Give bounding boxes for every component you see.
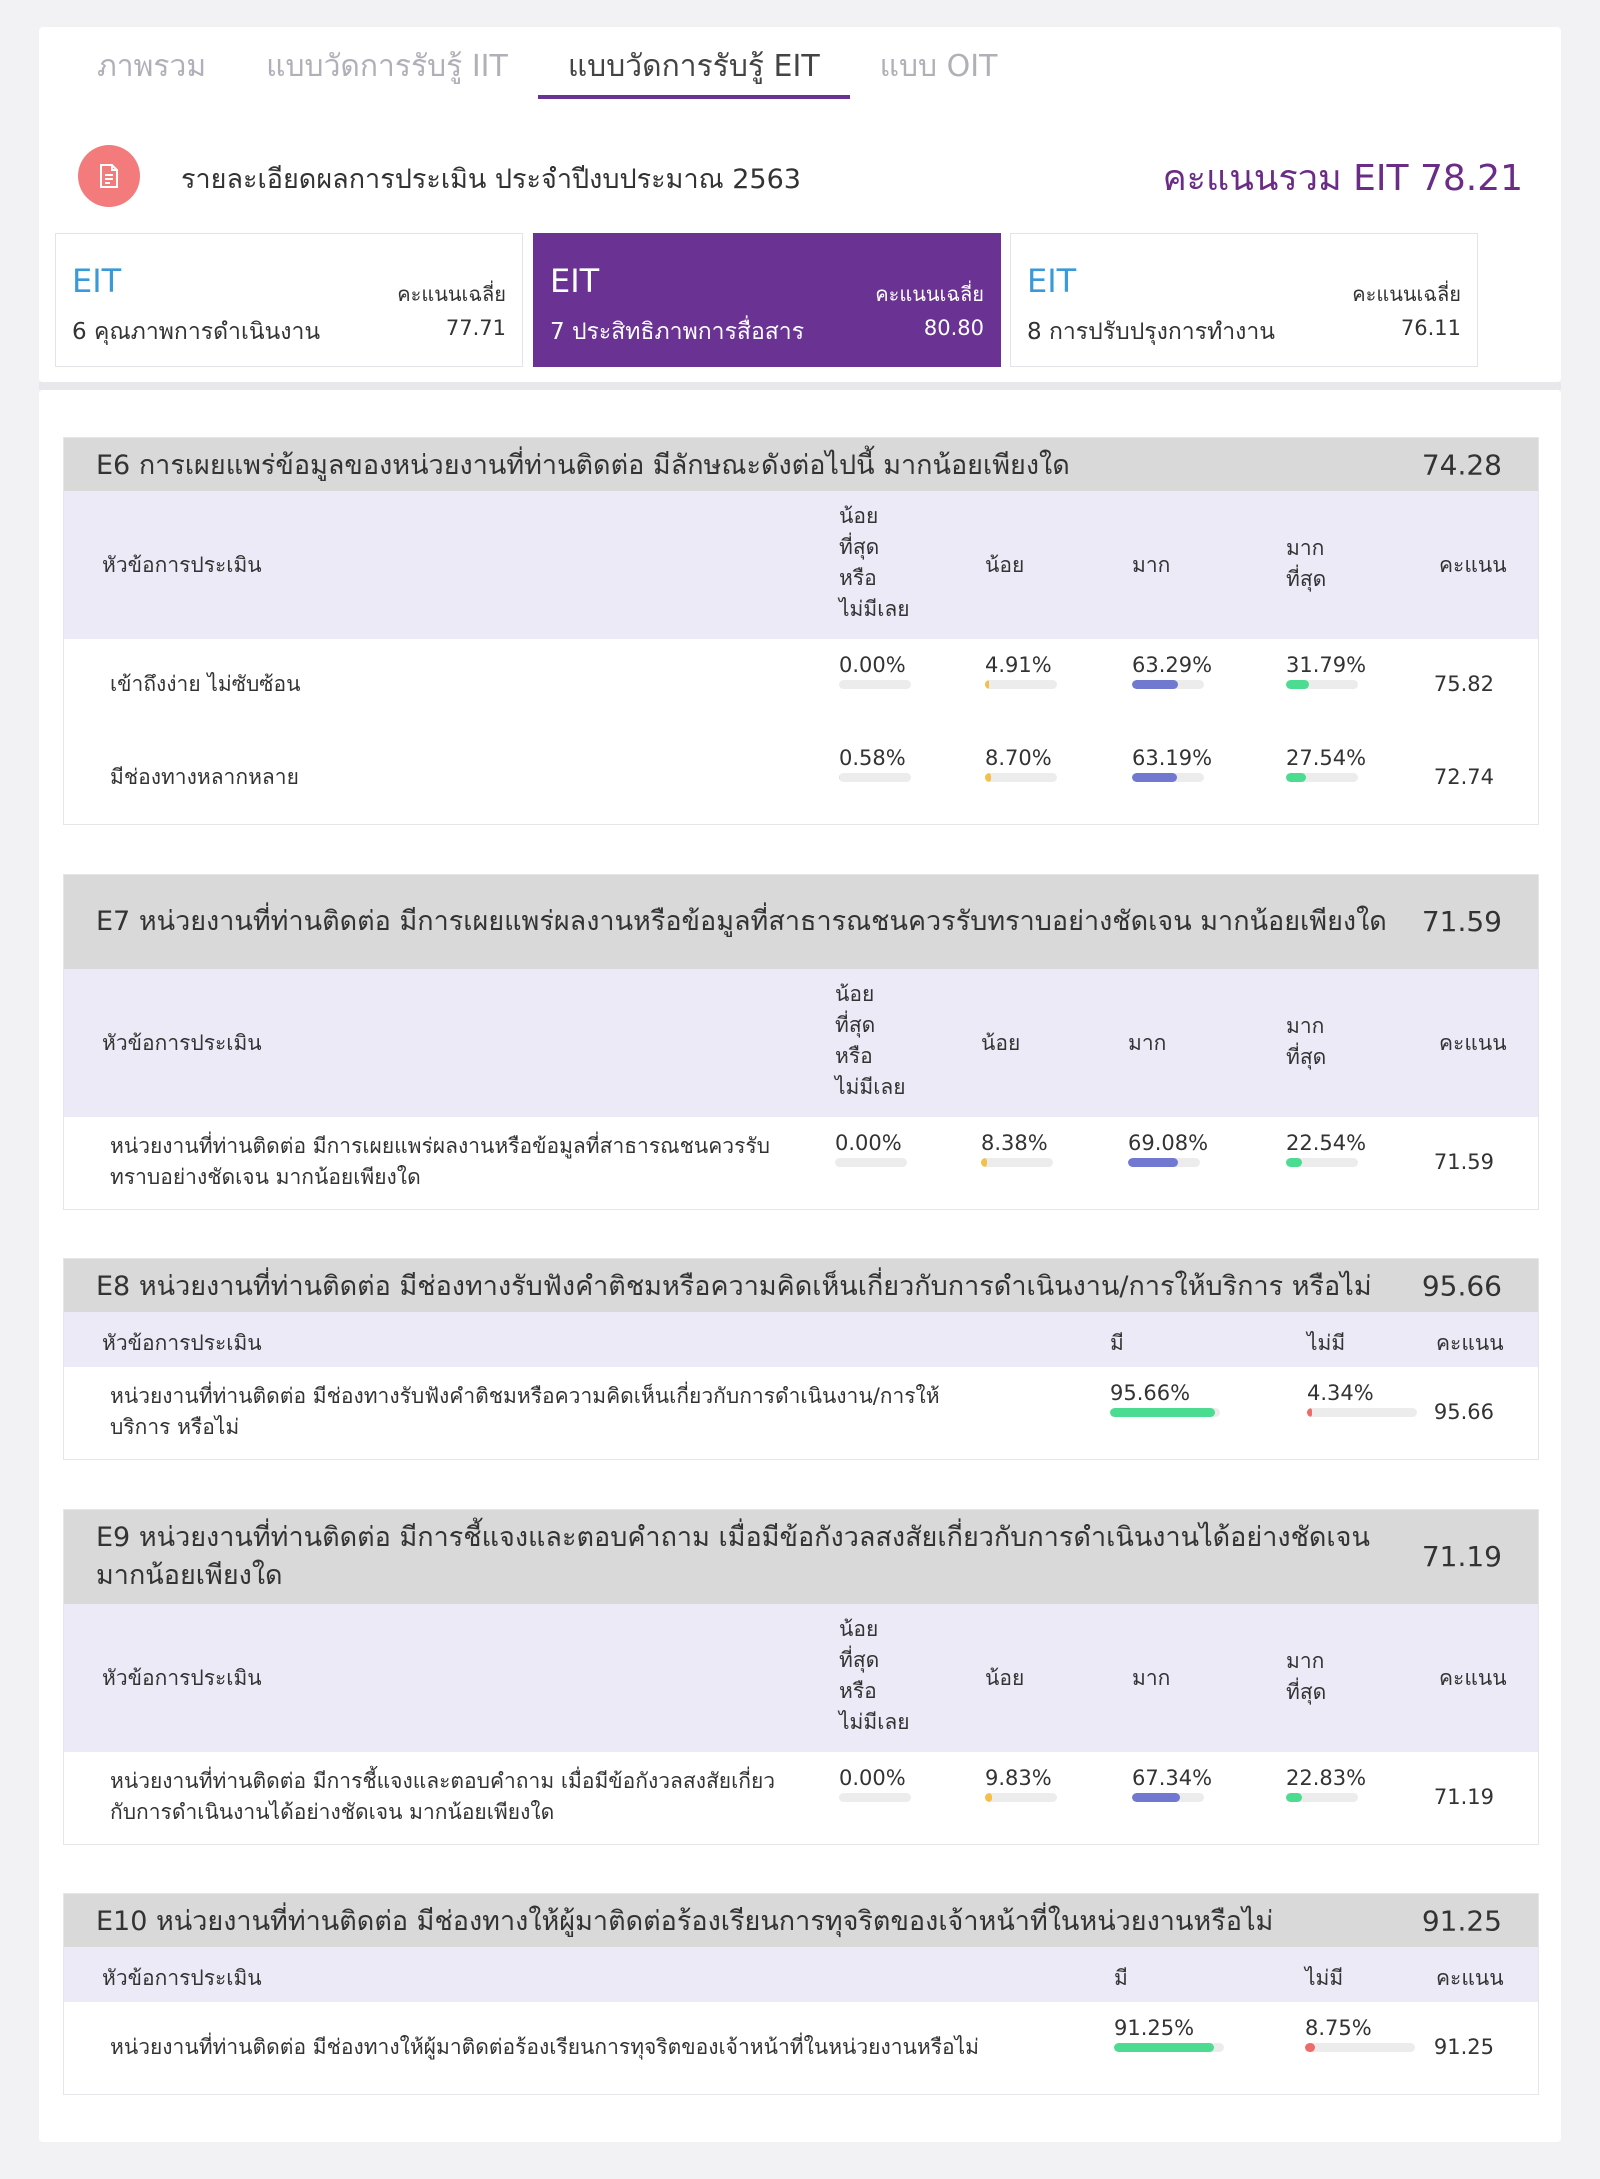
least-cell: 0.00% [835,1131,909,1167]
yes-cell: 95.66% [1110,1381,1220,1417]
avg-label: คะแนนเฉลี่ย [1352,282,1461,306]
col-most: มาก ที่สุด [1286,1014,1327,1069]
most-cell: 31.79% [1286,653,1360,689]
eit-avg: 77.71 [445,316,506,340]
table-row [64,1752,1538,1844]
tab-iit[interactable]: แบบวัดการรับรู้ IIT [266,49,508,84]
row-score: 75.82 [1433,672,1494,696]
col-high: มาก [1128,1031,1167,1055]
row-label: หน่วยงานที่ท่านติดต่อ มีช่องทางให้ผู้มาติดต่อร้องเรียนการทุจริตของเจ้าหน้าที่ในหน่วยงานหรือไม่ [110,2035,980,2059]
tab-eit[interactable]: แบบวัดการรับรู้ EIT [538,27,850,99]
eit-tag: EIT [1027,262,1077,300]
high-cell: 67.34% [1132,1766,1206,1802]
section-title: E8 หน่วยงานที่ท่านติดต่อ มีช่องทางรับฟังคำติชมหรือความคิดเห็นเกี่ยวกับการดำเนินงาน/การให้บริการ หรือไม่ [96,1271,1372,1302]
eit-name: 7 ประสิทธิภาพการสื่อสาร [550,319,805,345]
section-title: E9 หน่วยงานที่ท่านติดต่อ มีการชี้แจงและตอบคำถาม เมื่อมีข้อกังวลสงสัยเกี่ยวกับการดำเนินงานได้อย่างชัดเจน มากน้อยเพียงใด [96,1522,1370,1591]
col-score: คะแนน [1436,1966,1504,1990]
eit-card-6[interactable] [55,233,523,367]
section-title: E7 หน่วยงานที่ท่านติดต่อ มีการเผยแพร่ผลงานหรือข้อมูลที่สาธารณชนควรรับทราบอย่างชัดเจน มากน้อยเพียงใด [96,906,1387,937]
col-least: น้อย ที่สุด หรือ ไม่มีเลย [839,1617,910,1734]
section-e8 [63,1258,1539,1460]
table-row [64,1367,1538,1459]
row-label: หน่วยงานที่ท่านติดต่อ มีช่องทางรับฟังคำติชมหรือความคิดเห็นเกี่ยวกับการดำเนินงาน/การให้บริการ หรือไม่ [110,1384,940,1439]
col-score: คะแนน [1439,1666,1507,1690]
col-yes: มี [1110,1331,1124,1355]
col-no: ไม่มี [1305,1966,1344,1990]
low-cell: 9.83% [985,1766,1059,1802]
eit-card-7[interactable] [533,233,1001,367]
least-cell: 0.00% [839,1766,913,1802]
section-header [64,875,1538,969]
least-cell: 0.58% [839,746,913,782]
col-most: มาก ที่สุด [1286,536,1327,591]
most-cell: 22.54% [1286,1131,1360,1167]
row-score: 71.59 [1433,1150,1494,1174]
row-score: 95.66 [1433,1400,1494,1424]
high-cell: 63.19% [1132,746,1206,782]
eit-name: 8 การปรับปรุงการทำงาน [1027,319,1276,345]
row-score: 71.19 [1433,1785,1494,1809]
least-cell: 0.00% [839,653,913,689]
eit-card-8[interactable] [1010,233,1478,367]
section-score: 95.66 [1421,1269,1502,1302]
column-header [64,1604,1538,1752]
section-score: 71.19 [1421,1540,1502,1573]
total-eit-score: คะแนนรวม EIT 78.21 [1162,158,1523,199]
section-e7 [63,874,1539,1210]
column-header [64,491,1538,639]
col-high: มาก [1132,553,1171,577]
section-e9 [63,1509,1539,1845]
row-score: 91.25 [1433,2035,1494,2059]
section-e6 [63,437,1539,825]
tab-bar [67,27,1027,99]
row-label: หน่วยงานที่ท่านติดต่อ มีการเผยแพร่ผลงานหรือข้อมูลที่สาธารณชนควรรับทราบอย่างชัดเจน มากน้อยเพียงใด [110,1134,770,1189]
section-title: E10 หน่วยงานที่ท่านติดต่อ มีช่องทางให้ผู้มาติดต่อร้องเรียนการทุจริตของเจ้าหน้าที่ในหน่วยงานหรือไม่ [96,1906,1274,1937]
no-cell: 8.75% [1305,2016,1415,2052]
table-row [64,639,1538,732]
eit-avg: 76.11 [1400,316,1461,340]
high-cell: 69.08% [1128,1131,1202,1167]
no-cell: 4.34% [1307,1381,1417,1417]
col-least: น้อย ที่สุด หรือ ไม่มีเลย [839,504,910,621]
tab-overview[interactable]: ภาพรวม [97,49,207,84]
row-score: 72.74 [1433,765,1494,789]
summary-card [39,27,1561,382]
col-low: น้อย [985,1666,1025,1690]
col-topic: หัวข้อการประเมิน [102,1966,262,1990]
col-low: น้อย [985,553,1025,577]
col-topic: หัวข้อการประเมิน [102,1331,262,1355]
eit-tag: EIT [550,262,600,300]
section-header [64,1259,1538,1312]
section-score: 74.28 [1421,448,1502,481]
table-row [64,2002,1538,2094]
section-score: 91.25 [1421,1904,1502,1937]
col-score: คะแนน [1436,1331,1504,1355]
row-label: หน่วยงานที่ท่านติดต่อ มีการชี้แจงและตอบคำถาม เมื่อมีข้อกังวลสงสัยเกี่ยวกับการดำเนินงานได้อย่างชัดเจน มากน้อยเพียงใด [110,1769,776,1824]
document-icon [78,145,140,207]
column-header [64,1312,1538,1367]
section-header [64,438,1538,491]
col-score: คะแนน [1439,1031,1507,1055]
low-cell: 8.38% [981,1131,1055,1167]
section-header [64,1510,1538,1604]
col-topic: หัวข้อการประเมิน [102,1666,262,1690]
eit-name: 6 คุณภาพการดำเนินงาน [72,319,321,345]
row-label: เข้าถึงง่าย ไม่ซับซ้อน [110,672,301,696]
col-low: น้อย [981,1031,1021,1055]
yes-cell: 91.25% [1114,2016,1224,2052]
col-topic: หัวข้อการประเมิน [102,553,262,577]
column-header [64,1947,1538,2002]
col-least: น้อย ที่สุด หรือ ไม่มีเลย [835,982,906,1099]
report-title: รายละเอียดผลการประเมิน ประจำปีงบประมาณ 2563 [181,164,801,195]
high-cell: 63.29% [1132,653,1206,689]
eit-avg: 80.80 [923,316,984,340]
row-label: มีช่องทางหลากหลาย [110,765,299,789]
col-high: มาก [1132,1666,1171,1690]
tab-oit[interactable]: แบบ OIT [879,49,998,84]
table-row [64,1117,1538,1209]
col-no: ไม่มี [1307,1331,1346,1355]
avg-label: คะแนนเฉลี่ย [397,282,506,306]
col-topic: หัวข้อการประเมิน [102,1031,262,1055]
avg-label: คะแนนเฉลี่ย [875,282,984,306]
section-header [64,1894,1538,1947]
eit-tag: EIT [72,262,122,300]
section-e10 [63,1893,1539,2095]
most-cell: 27.54% [1286,746,1360,782]
low-cell: 4.91% [985,653,1059,689]
divider [39,382,1561,390]
section-title: E6 การเผยแพร่ข้อมูลของหน่วยงานที่ท่านติดต่อ มีลักษณะดังต่อไปนี้ มากน้อยเพียงใด [96,450,1070,481]
column-header [64,969,1538,1117]
col-most: มาก ที่สุด [1286,1649,1327,1704]
section-score: 71.59 [1421,905,1502,938]
col-score: คะแนน [1439,553,1507,577]
low-cell: 8.70% [985,746,1059,782]
col-yes: มี [1114,1966,1128,1990]
most-cell: 22.83% [1286,1766,1360,1802]
table-row [64,732,1538,824]
